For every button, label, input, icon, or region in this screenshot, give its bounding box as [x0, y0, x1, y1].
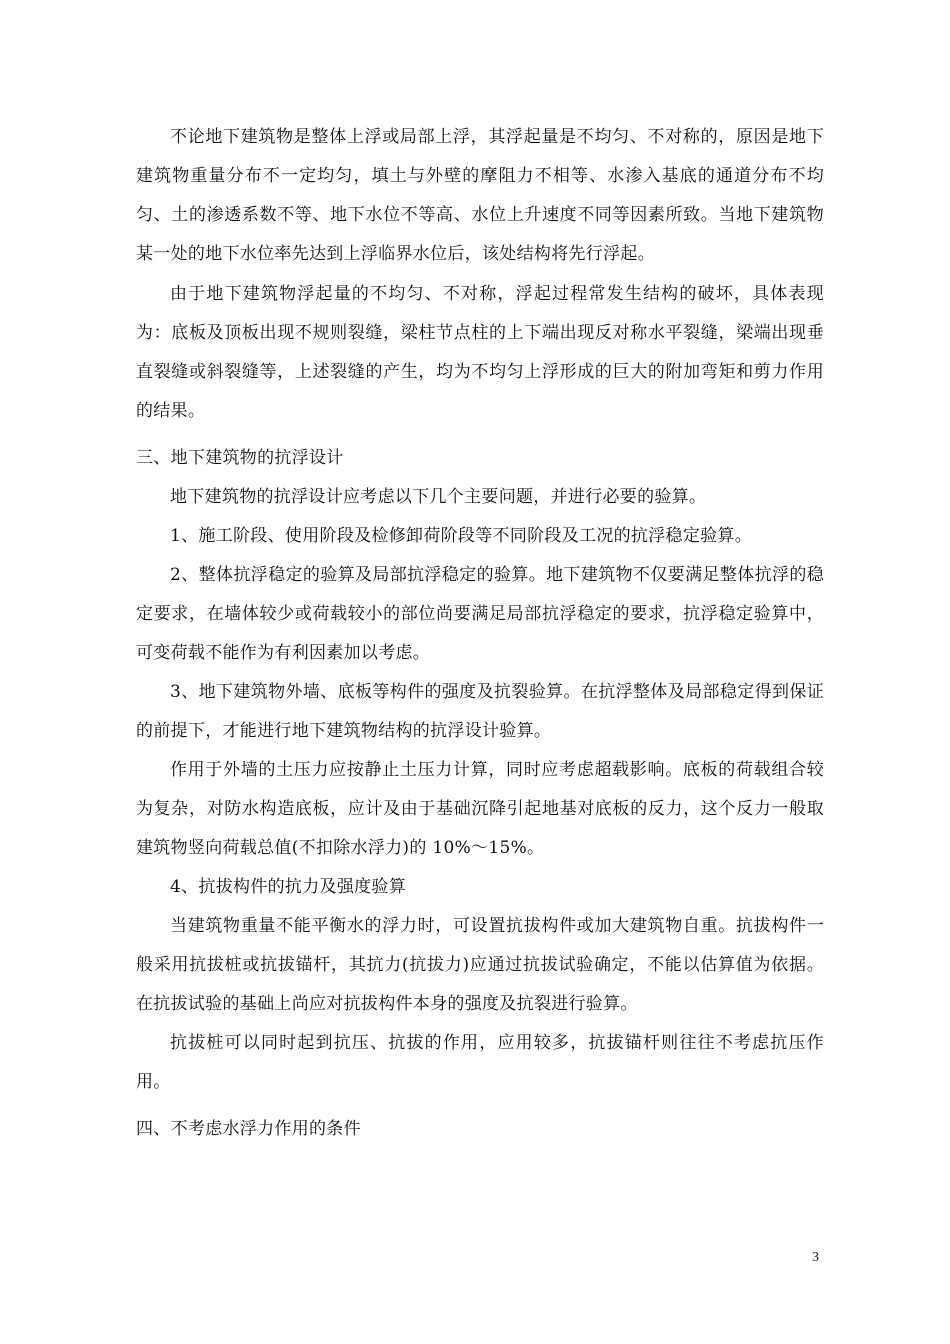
- paragraph-design-intro: 地下建筑物的抗浮设计应考虑以下几个主要问题，并进行必要的验算。: [170, 487, 707, 507]
- paragraph-structural-damage: 由于地下建筑物浮起量的不均匀、不对称，浮起过程常发生结构的破坏，具体表现为：底板及顶板出现不规则裂缝，梁柱节点柱的上下端出现反对称水平裂缝，梁端出现垂直裂缝或斜裂缝等，上述裂缝的产生，均为不均匀上浮形成的巨大的附加弯矩和剪力作用的结果。: [136, 284, 824, 421]
- paragraph-item-2: 2、整体抗浮稳定的验算及局部抗浮稳定的验算。地下建筑物不仅要满足整体抗浮的稳定要求，在墙体较少或荷载较小的部位尚要满足局部抗浮稳定的要求，抗浮稳定验算中，可变荷载不能作为有利因素加以考虑。: [136, 565, 824, 663]
- paragraph-item-3: 3、地下建筑物外墙、底板等构件的强度及抗裂验算。在抗浮整体及局部稳定得到保证的前提下，才能进行地下建筑物结构的抗浮设计验算。: [136, 682, 824, 741]
- paragraph-item-1: 1、施工阶段、使用阶段及检修卸荷阶段等不同阶段及工况的抗浮稳定验算。: [170, 526, 753, 546]
- paragraph-uneven-uplift: 不论地下建筑物是整体上浮或局部上浮，其浮起量是不均匀、不对称的，原因是地下建筑物重量分布不一定均匀，填土与外壁的摩阻力不相等、水渗入基底的通道分布不均匀、土的渗透系数不等、地下水位不等高、水位上升速度不同等因素所致。当地下建筑物某一处的地下水位率先达到上浮临界水位后，该处结构将先行浮起。: [136, 127, 824, 264]
- paragraph-item-4: 4、抗拔构件的抗力及强度验算: [170, 877, 407, 897]
- paragraph-uplift-members: 当建筑物重量不能平衡水的浮力时，可设置抗拔构件或加大建筑物自重。抗拔构件一般采用抗拔桩或抗拔锚杆，其抗力(抗拔力)应通过抗拔试验确定，不能以估算值为依据。在抗拔试验的基础上尚应对抗拔构件本身的强度及抗裂进行验算。: [136, 916, 824, 1014]
- section-heading-anti-float-design: 三、地下建筑物的抗浮设计: [136, 448, 344, 468]
- section-heading-no-buoyancy-conditions: 四、不考虑水浮力作用的条件: [136, 1119, 361, 1139]
- paragraph-earth-pressure: 作用于外墙的土压力应按静止土压力计算，同时应考虑超载影响。底板的荷载组合较为复杂，对防水构造底板，应计及由于基础沉降引起地基对底板的反力，这个反力一般取建筑物竖向荷载总值(不扣除水浮力)的 10%～15%。: [136, 760, 824, 858]
- paragraph-uplift-piles: 抗拔桩可以同时起到抗压、抗拔的作用，应用较多，抗拔锚杆则往往不考虑抗压作用。: [136, 1033, 824, 1092]
- document-body: [136, 118, 824, 1149]
- page-number: 3: [812, 1250, 819, 1265]
